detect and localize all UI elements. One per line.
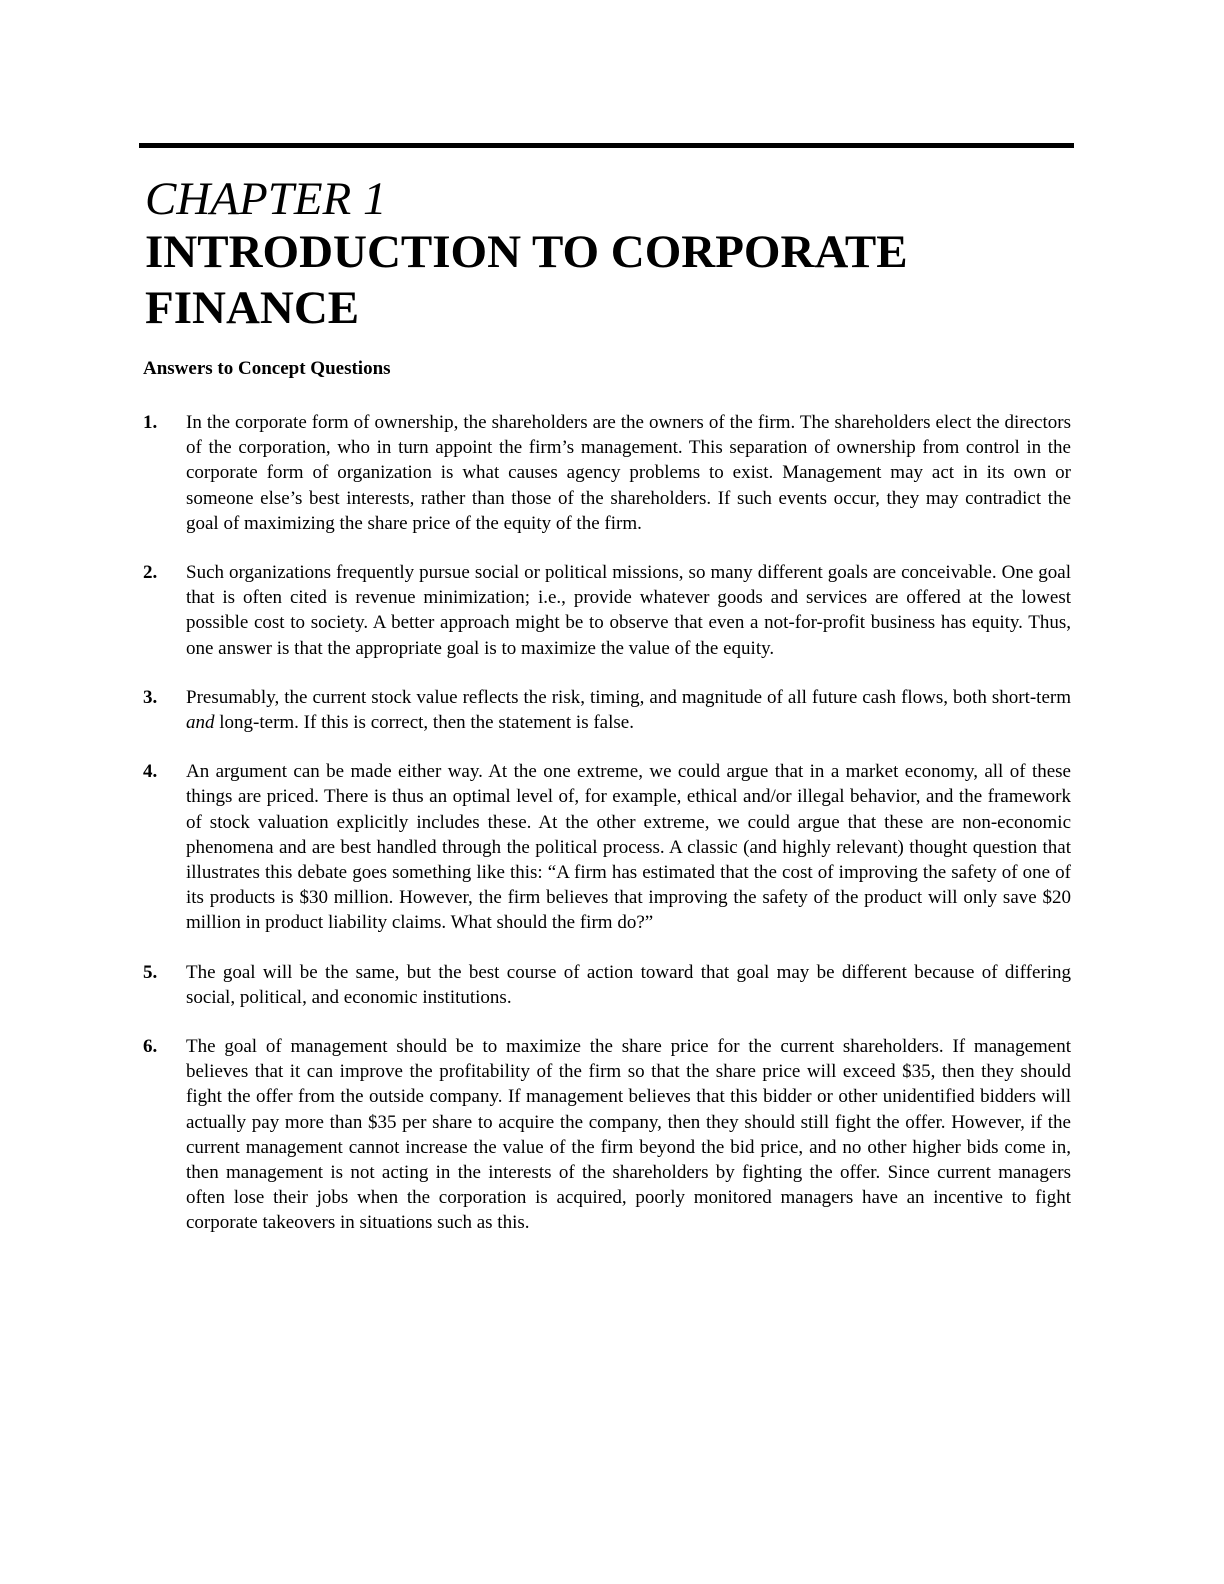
answer-number: 5. [143, 961, 158, 983]
answer-number: 4. [143, 761, 158, 783]
answer-item [143, 685, 1071, 735]
answer-number: 6. [143, 1036, 158, 1058]
answer-item [143, 560, 1071, 661]
answer-text-emphasis: and [186, 712, 215, 734]
answer-text: The goal of management should be to maximize the share price for the current shareholders. If management believes that it can improve the profitability of the firm so that the share price will exceed $35, then they should fight the offer from the outside company. If management believes that this bidder or other unidentified bidders will actually pay more than $35 per share to acquire the company, then they should still fight the offer. However, if the current management cannot increase the value of the firm beyond the bid price, and no other higher bids come in, then management is not acting in the interests of the shareholders by fighting the offer. Since current managers often lose their jobs when the corporation is acquired, poorly monitored managers have an incentive to fight corporate takeovers in situations such as this. [186, 1036, 1071, 1234]
answer-text [186, 687, 1071, 733]
answer-number: 2. [143, 562, 158, 584]
answers-list [143, 410, 1071, 1260]
section-heading: Answers to Concept Questions [143, 358, 391, 379]
answer-item [143, 759, 1071, 935]
answer-text: In the corporate form of ownership, the shareholders are the owners of the firm. The shareholders elect the directors of the corporation, who in turn appoint the firm’s management. This separation of ownership from control in the corporate form of organization is what causes agency problems to exist. Management may act in its own or someone else’s best interests, rather than those of the shareholders. If such events occur, they may contradict the goal of maximizing the share price of the equity of the firm. [186, 412, 1071, 534]
answer-text: An argument can be made either way. At the one extreme, we could argue that in a market economy, all of these things are priced. There is thus an optimal level of, for example, ethical and/or illegal behavior, and the framework of stock valuation explicitly includes these. At the other extreme, we could argue that these are non-economic phenomena and are best handled through the political process. A classic (and highly relevant) thought question that illustrates this debate goes something like this: “A firm has estimated that the cost of improving the safety of one of its products is $30 million. However, the firm believes that improving the safety of the product will only save $20 million in product liability claims. What should the firm do?” [186, 761, 1071, 934]
chapter-label: CHAPTER 1 [145, 173, 387, 225]
answer-text: Such organizations frequently pursue social or political missions, so many different goals are conceivable. One goal that is often cited is revenue minimization; i.e., provide whatever goods and services are offered at the lowest possible cost to society. A better approach might be to observe that even a not-for-profit business has equity. Thus, one answer is that the appropriate goal is to maximize the value of the equity. [186, 562, 1071, 659]
answer-item [143, 960, 1071, 1010]
answer-text-before: Presumably, the current stock value reflects the risk, timing, and magnitude of all future cash flows, both short-term [186, 686, 1071, 708]
answer-item [143, 1034, 1071, 1236]
answer-text: The goal will be the same, but the best course of action toward that goal may be different because of differing social, political, and economic institutions. [186, 961, 1071, 1008]
answer-number: 1. [143, 412, 158, 433]
answer-text-after: long-term. If this is correct, then the statement is false. [214, 712, 634, 734]
chapter-title: INTRODUCTION TO CORPORATE FINANCE [145, 226, 908, 334]
chapter-top-rule [139, 143, 1074, 148]
answer-item [143, 410, 1071, 536]
answer-number: 3. [143, 686, 158, 708]
